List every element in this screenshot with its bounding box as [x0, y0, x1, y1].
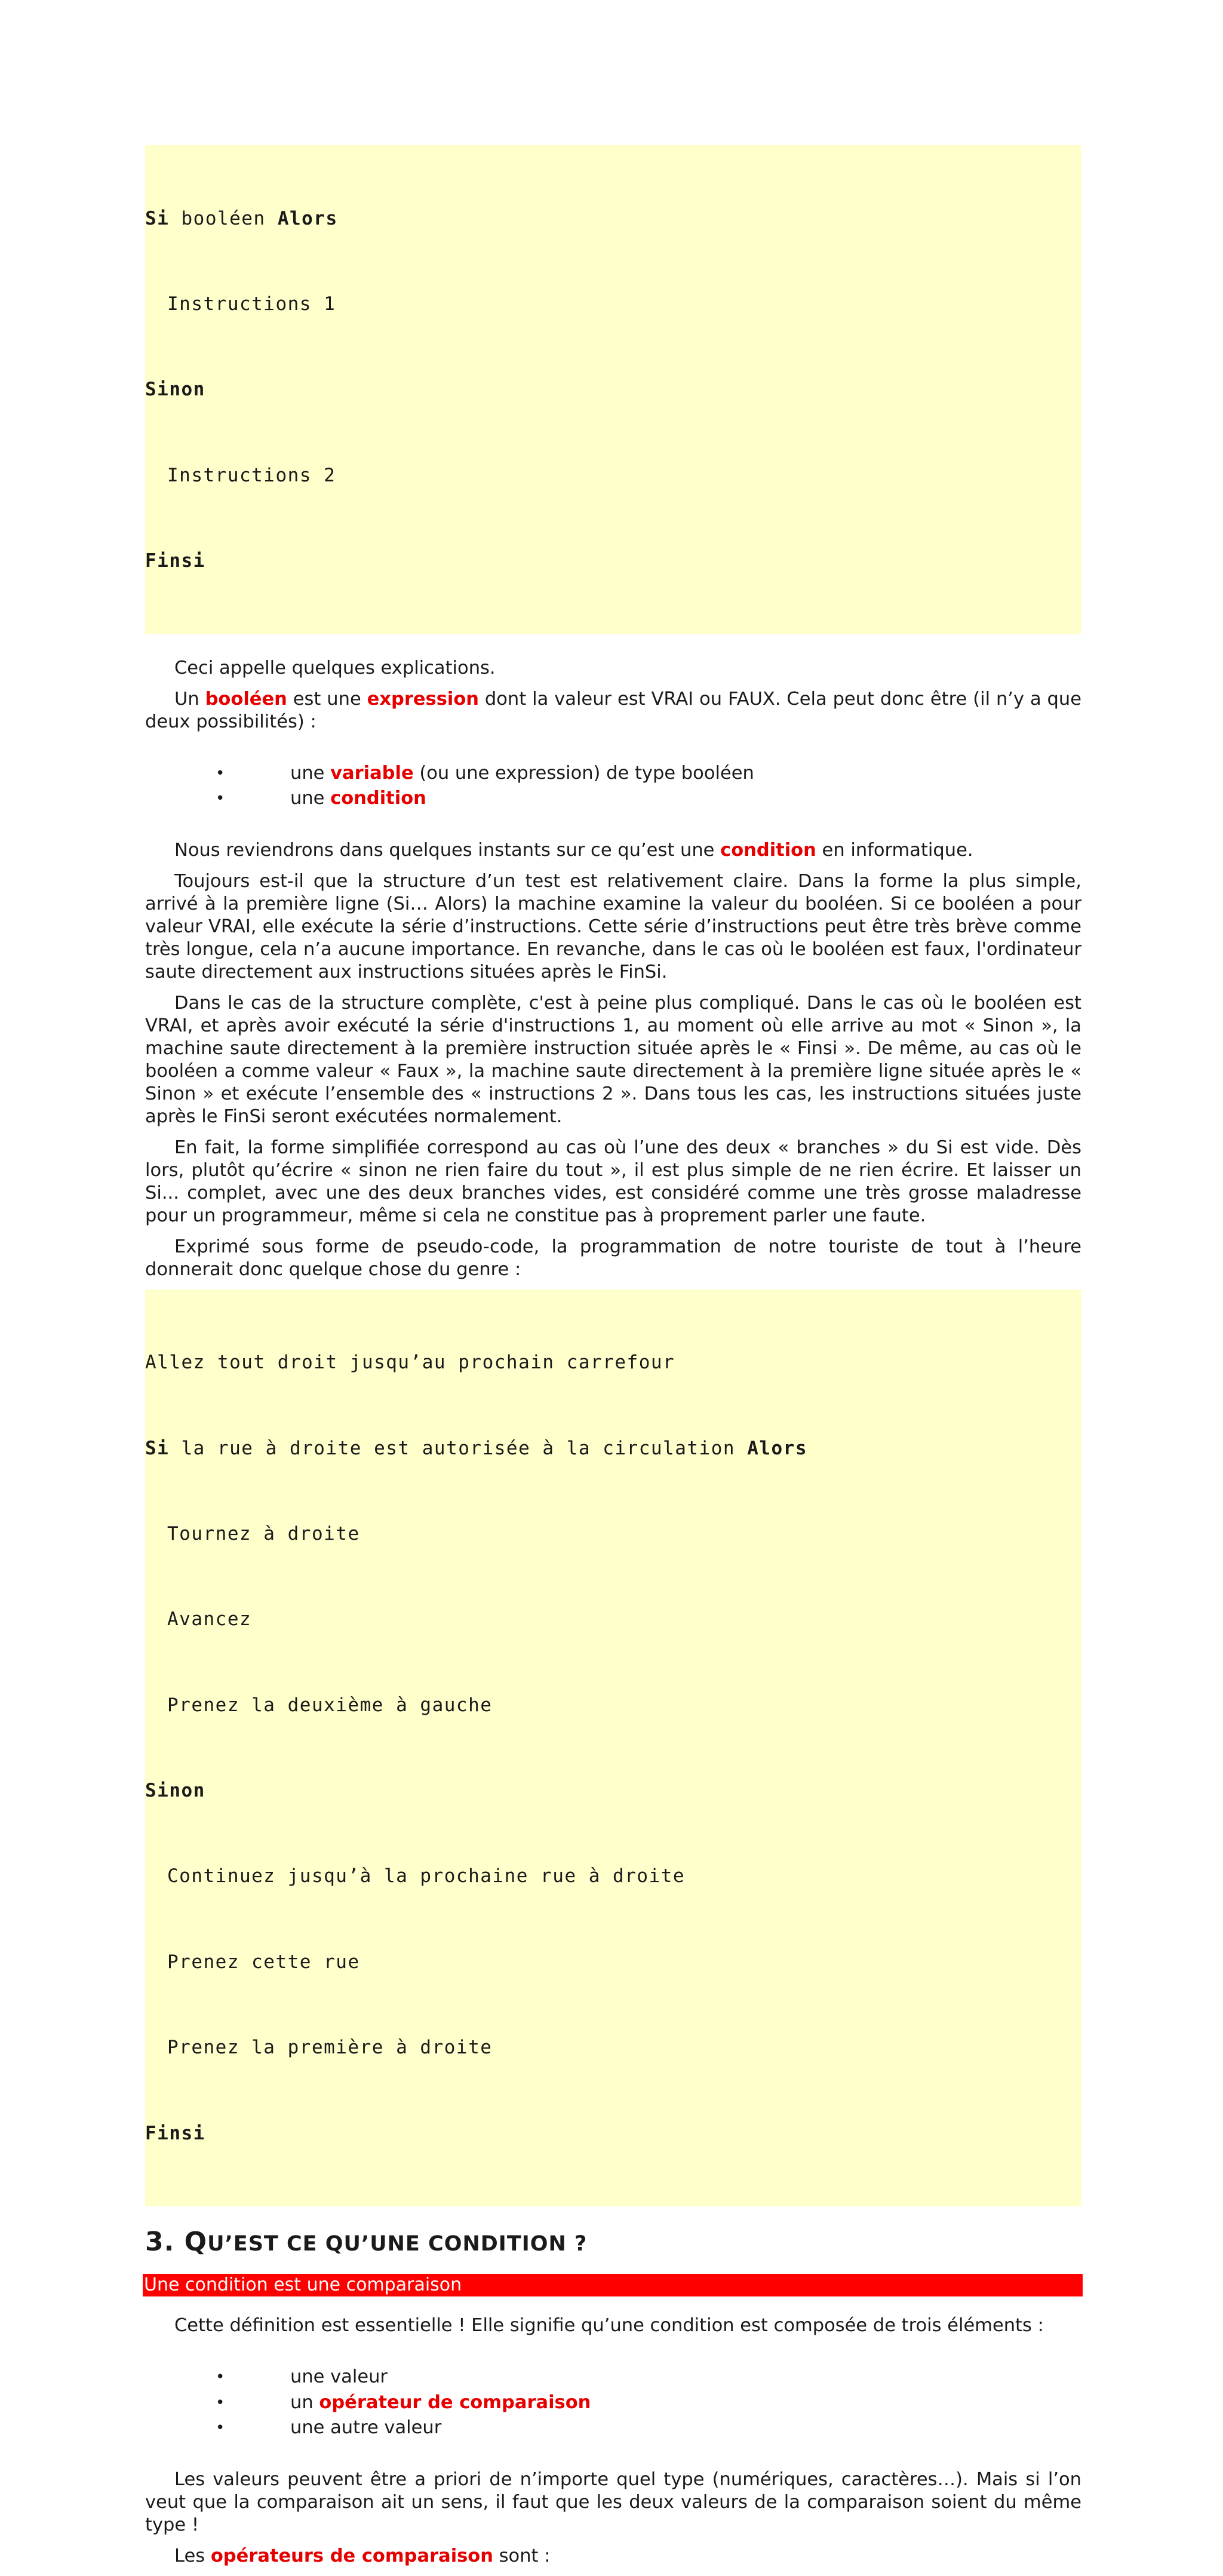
text: une autre valeur: [290, 2417, 442, 2439]
text: en informatique.: [816, 839, 973, 861]
paragraph: [145, 2545, 1081, 2568]
highlight-term: variable: [330, 762, 414, 784]
code-block-si-sinon: [145, 145, 1081, 634]
paragraph: En fait, la forme simplifiée correspond au cas où l’une des deux « branches » du Si est vide. Dès lors, plutôt qu’écrire « sinon ne rien faire du tout », il est plus simple de ne rien écrire. Et laisser un Si... complet, avec une des deux branches vides, est considéré comme une très grosse maladresse pour un programmeur, même si cela ne constitue pas à proprement parler une faute.: [145, 1137, 1081, 1226]
list-item: [145, 2365, 1081, 2390]
code-line: Finsi: [145, 2122, 205, 2144]
text: un: [290, 2391, 319, 2413]
highlight-term: opérateurs de comparaison: [210, 2545, 493, 2566]
paragraph: Dans le cas de la structure complète, c'est à peine plus compliqué. Dans le cas où le booléen est VRAI, et après avoir exécuté la série d'instructions 1, au moment où elle arrive au mot « Sinon », la machine saute directement à la première instruction située après le « Finsi ». De même, au cas où le booléen a comme valeur « Faux », la machine saute directement à la première ligne située après le « Sinon » et exécute l’ensemble des « instructions 2 ». Dans tous les cas, les instructions situées juste après le FinSi seront exécutées normalement.: [145, 992, 1081, 1127]
bullet-icon: •: [216, 2393, 225, 2412]
text: est une: [287, 688, 367, 710]
paragraph: Exprimé sous forme de pseudo-code, la programmation de notre touriste de tout à l’heure donnerait donc quelque chose du genre :: [145, 1236, 1081, 1280]
keyword: Si: [145, 207, 170, 229]
red-banner: Une condition est une comparaison: [143, 2274, 1083, 2296]
code-line: Prenez la première à droite: [167, 2037, 493, 2059]
bullet-list: [145, 761, 1081, 812]
code-line: Allez tout droit jusqu’au prochain carrefour: [145, 1352, 675, 1374]
code-text: la rue à droite est autorisée à la circulation: [169, 1437, 748, 1459]
text: dont la valeur est VRAI ou FAUX. Cela peut donc être (il n’y a que deux possibilités) :: [145, 688, 1081, 732]
code-block-touriste: [145, 1289, 1081, 2207]
document-page: [145, 145, 1081, 2576]
code-line: Instructions 2: [167, 464, 336, 486]
text: Les: [174, 2545, 211, 2566]
keyword: Alors: [747, 1437, 808, 1459]
list-item: [145, 761, 1081, 787]
code-line: Avancez: [167, 1608, 252, 1631]
paragraph: Ceci appelle quelques explications.: [174, 657, 496, 678]
paragraph: [145, 839, 1081, 862]
code-line: Continuez jusqu’à la prochaine rue à droite: [167, 1865, 686, 1887]
heading-number: 3.: [145, 2227, 185, 2258]
keyword: Alors: [277, 207, 338, 229]
text: une: [290, 788, 331, 809]
code-line: [145, 205, 1081, 234]
bullet-icon: •: [216, 790, 225, 808]
code-line: Tournez à droite: [167, 1522, 360, 1545]
code-text: booléen: [169, 207, 278, 229]
text: sont :: [493, 2545, 551, 2566]
code-line: Finsi: [145, 550, 205, 572]
highlight-term: expression: [367, 688, 479, 710]
code-line: Prenez la deuxième à gauche: [167, 1694, 493, 1716]
paragraph: Cette définition est essentielle ! Elle signifie qu’une condition est composée de trois éléments :: [174, 2315, 1044, 2336]
text: une: [290, 762, 331, 784]
list-item: [145, 2415, 1081, 2441]
bullet-icon: •: [216, 2419, 225, 2437]
list-item: [145, 2390, 1081, 2416]
text: Nous reviendrons dans quelques instants sur ce qu’est une: [174, 839, 721, 861]
code-line: [145, 1435, 1081, 1463]
paragraph: [145, 688, 1081, 733]
list-item: [145, 786, 1081, 812]
heading-text: U’EST CE QU’UNE CONDITION ?: [207, 2232, 588, 2256]
paragraph: Les valeurs peuvent être a priori de n’importe quel type (numériques, caractères…). Mais si l’on veut que la comparaison ait un sens, il faut que les deux valeurs de la comparaison soient du même type !: [145, 2468, 1081, 2535]
highlight-term: condition: [720, 839, 816, 861]
keyword: Si: [145, 1437, 170, 1459]
paragraph: Toujours est-il que la structure d’un test est relativement claire. Dans la forme la plus simple, arrivé à la première ligne (Si… Alors) la machine examine la valeur du booléen. Si ce booléen a pour valeur VRAI, elle exécute la série d’instructions. Cette série d’instructions peut être très brève comme très longue, cela n’a aucune importance. En revanche, dans le cas où le booléen est faux, l'ordinateur saute directement aux instructions situées après le FinSi.: [145, 870, 1081, 982]
code-line: Sinon: [145, 1780, 205, 1802]
bullet-list: [145, 2365, 1081, 2441]
highlight-term: booléen: [205, 688, 287, 710]
text: Un: [174, 688, 205, 710]
text: une valeur: [290, 2366, 388, 2388]
highlight-term: condition: [330, 788, 426, 809]
heading-text: Q: [184, 2227, 208, 2258]
highlight-term: opérateur de comparaison: [319, 2391, 591, 2413]
code-line: Sinon: [145, 379, 205, 401]
section-heading: [145, 2224, 1081, 2262]
bullet-icon: •: [216, 764, 225, 782]
bullet-icon: •: [216, 2368, 225, 2387]
text: (ou une expression) de type booléen: [413, 762, 754, 784]
code-line: Prenez cette rue: [167, 1951, 360, 1973]
code-line: Instructions 1: [167, 293, 336, 315]
